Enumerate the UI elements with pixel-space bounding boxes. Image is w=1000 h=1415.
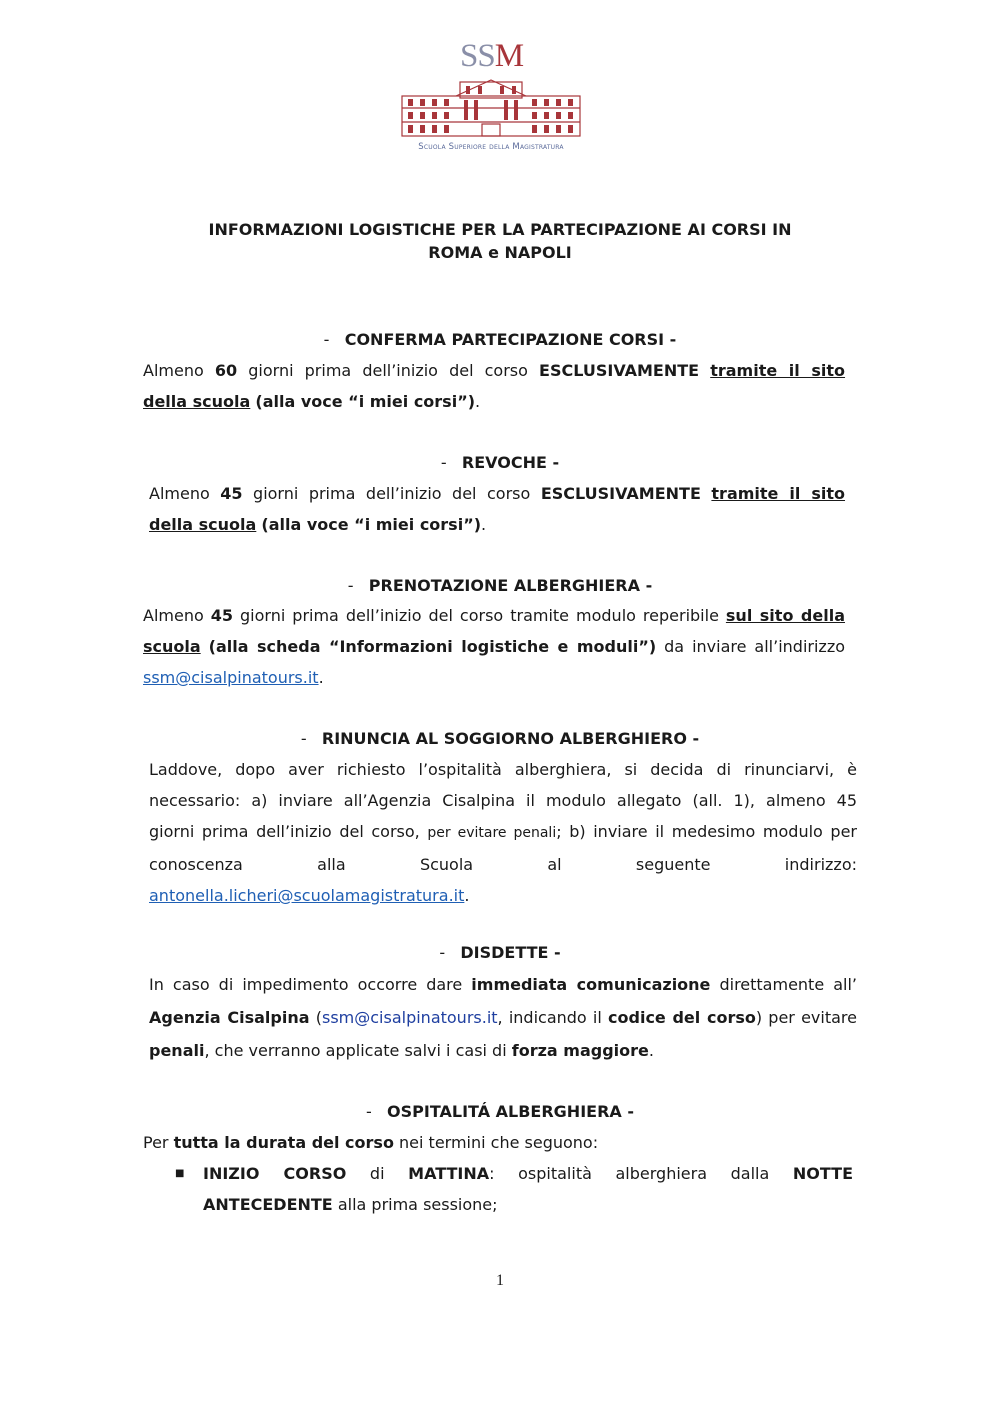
paragraph-rinuncia: Laddove, dopo aver richiesto l’ospitalità alberghiera, si decida di rinunciarvi, è necessario: a) inviare all’Agenzia Cisalpina il modulo allegato (all. 1), almeno 45 giorni prima dell’inizio del corso, per evitare penali; b) inviare il medesimo modulo per conoscenza alla Scuola al seguente indirizzo: antonella.licheri@scuolamagistratura.it. [149,760,858,905]
heading-revoche: - REVOCHE - [440,453,560,472]
paragraph-revoche: Almeno 45 giorni prima dell’inizio del corso ESCLUSIVAMENTE tramite il sito della scuola (alla voce “i miei corsi”). [149,484,846,534]
building-icon [400,78,582,140]
email-cisalpina-text[interactable]: ssm@cisalpinatours.it [321,1008,498,1027]
list-item-inizio-corso: INIZIO CORSO di MATTINA: ospitalità alberghiera dalla NOTTE ANTECEDENTE alla prima sessione; [203,1164,853,1214]
link-sito-scuola-cont[interactable]: scuola [143,637,201,656]
link-sito-scuola[interactable]: tramite il sito [711,484,846,503]
email-cisalpina-link[interactable]: ssm@cisalpinatours.it [143,668,319,687]
logo-abbreviation: SSM [460,38,524,74]
paragraph-prenotazione: Almeno 45 giorni prima dell’inizio del corso tramite modulo reperibile sul sito della scuola (alla scheda “Informazioni logistiche e moduli”) da inviare all’indirizzo ssm@cisalpinatours.it. [143,606,846,687]
heading-ospitalita: - OSPITALITÁ ALBERGHIERA - [365,1102,634,1121]
email-licheri-link[interactable]: antonella.licheri@scuolamagistratura.it [149,886,465,905]
heading-rinuncia: - RINUNCIA AL SOGGIORNO ALBERGHIERO - [300,729,700,748]
ssm-logo [398,38,584,158]
paragraph-ospitalita: Per tutta la durata del corso nei termini che seguono: [143,1133,599,1152]
link-sito-scuola[interactable]: sul sito della [725,606,845,625]
document-title: INFORMAZIONI LOGISTICHE PER LA PARTECIPAZIONE AI CORSI IN ROMA e NAPOLI [208,220,792,262]
link-sito-scuola-cont[interactable]: della scuola [143,392,251,411]
heading-prenotazione: - PRENOTAZIONE ALBERGHIERA - [347,576,653,595]
paragraph-disdette: In caso di impedimento occorre dare immediata comunicazione direttamente all’ Agenzia Cisalpina (ssm@cisalpinatours.it, indicando il codice del corso) per evitare penali, che verranno applicate salvi i casi di forza maggiore. [149,975,858,1060]
page-number: 1 [496,1272,504,1289]
logo-subtitle: Scuola Superiore della Magistratura [418,142,564,152]
link-sito-scuola[interactable]: tramite il sito [710,361,846,380]
link-sito-scuola-cont[interactable]: della scuola [149,515,257,534]
bullet-icon: ■ [175,1168,185,1179]
heading-disdette: - DISDETTE - [439,943,561,962]
heading-conferma: - CONFERMA PARTECIPAZIONE CORSI - [323,330,677,349]
paragraph-conferma: Almeno 60 giorni prima dell’inizio del corso ESCLUSIVAMENTE tramite il sito della scuola (alla voce “i miei corsi”). [143,361,846,411]
